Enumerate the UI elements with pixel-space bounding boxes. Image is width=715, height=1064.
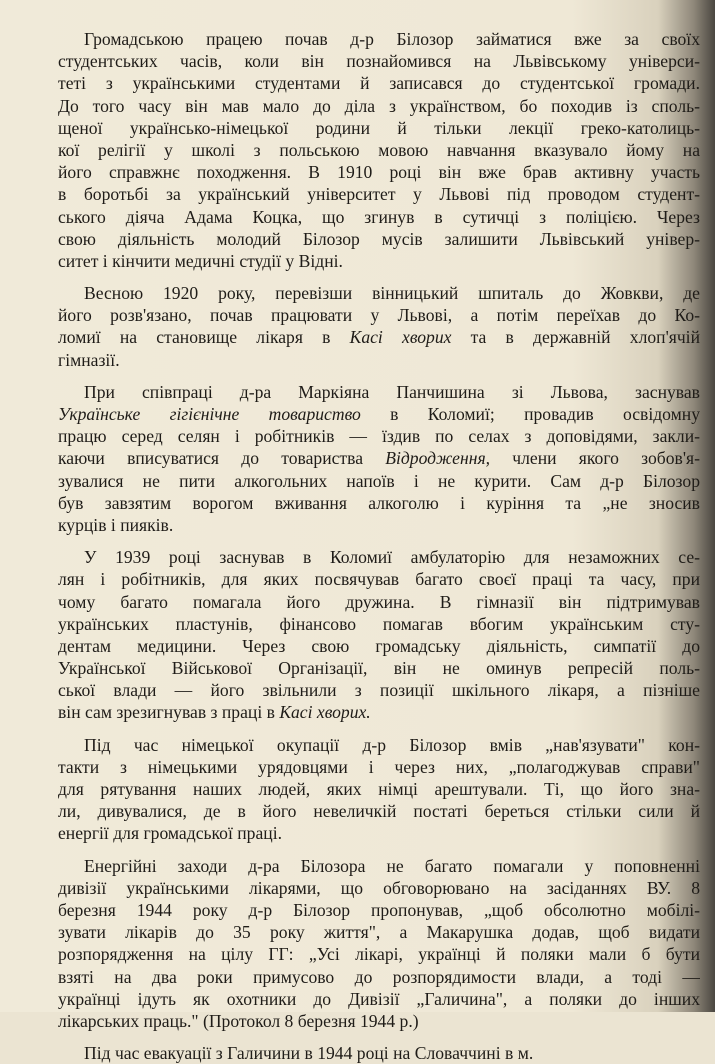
text-line: розпорядження на цілу ГГ: „Усі лікарі, українці й поляки мали б бути	[58, 944, 700, 965]
text-line: До того часу він мав мало до діла з українством, бо походив із споль-	[58, 95, 700, 116]
text-line: щеної українсько-німецької родини й тільки лекції греко-католиць-	[58, 117, 700, 138]
text-line: українці ідуть як охотники до Дивізії „Галичина", а поляки до інших	[58, 988, 700, 1009]
text-line: лікарських праць." (Протокол 8 березня 1944 р.)	[58, 1010, 419, 1031]
text-line: в боротьбі за український університет у Львові під проводом студент-	[58, 184, 700, 205]
text-line: він сам зрезигнував з праці в Касі хворих.	[58, 702, 371, 723]
text-line: каючи вписуватися до товариства Відродження, члени якого зобов'я-	[58, 448, 700, 469]
text-line: для рятування наших людей, яких німці арештували. Ті, що його зна-	[58, 779, 700, 799]
paragraph-gap	[58, 371, 700, 381]
text-line: У 1939 році заснував в Коломиї амбулаторію для незаможних се-	[84, 547, 700, 568]
text-line: ської влади — його звільнили з позиції шкільного лікаря, а пізніше	[58, 680, 700, 701]
paragraph-gap	[58, 724, 700, 734]
text-line: зувалися не пити алкогольних напоїв і не курити. Сам д-р Білозор	[58, 470, 700, 491]
paragraph	[58, 28, 700, 272]
text-line: працю серед селян і робітників — їздив по селах з доповідями, закли-	[58, 426, 700, 447]
text-line: Енергійні заходи д-ра Білозора не багато помагали у поповненні	[84, 855, 700, 876]
text-line: ломиї на становище лікаря в Касі хворих та в державній хлоп'ячій	[58, 327, 700, 348]
text-line: ського діяча Адама Коцка, що згинув в сутичці з поліцією. Через	[58, 206, 700, 227]
text-line: взяті на два роки примусово до розпорядимости влади, а тоді —	[58, 966, 700, 987]
text-line: Громадською працею почав д-р Білозор займатися вже за своїх	[84, 29, 700, 49]
paragraph	[58, 381, 700, 536]
text-line: При співпраці д-ра Маркіяна Панчишина зі Львова, заснував	[84, 381, 700, 402]
paragraph	[58, 1042, 700, 1064]
paragraph-gap	[58, 845, 700, 855]
text-line: дивізії українськими лікарями, що обговорювано на засіданнях ВУ. 8	[58, 877, 700, 898]
text-line: студентських часів, коли він познайомився на Львівському універси-	[58, 51, 700, 72]
text-line: свою діяльність молодий Білозор мусів залишити Львівський універ-	[58, 228, 700, 249]
text-line: був завзятим ворогом вживання алкоголю і куріння та „не зносив	[58, 492, 700, 513]
paragraph-gap	[58, 1032, 700, 1042]
text-line: енергії для громадської праці.	[58, 823, 282, 844]
text-line: Української Військової Організації, він не оминув репресій поль-	[58, 658, 700, 679]
text-line: ситет і кінчити медичні студії у Відні.	[58, 250, 343, 271]
paragraph	[58, 282, 700, 371]
text-line: українських пластунів, фінансово помагав вбогим українським сту-	[58, 613, 700, 634]
text-line: його справжнє походження. В 1910 році він вже брав активну участь	[58, 162, 700, 183]
text-line: ли, дивувалися, де в його невеличкій постаті береться стільки сили й	[58, 801, 700, 822]
paragraph	[58, 734, 700, 845]
text-line: дентам медицини. Через свою громадську діяльність, симпатії до	[58, 635, 700, 656]
text-line: теті з українськими студентами й записався до студентської громади.	[58, 73, 700, 94]
paragraph	[58, 855, 700, 1033]
text-line: кої релігії у школі з польською мовою навчання вказувало йому на	[58, 139, 700, 160]
paragraph-gap	[58, 536, 700, 546]
text-line: курців і пияків.	[58, 514, 174, 535]
text-line: Весною 1920 року, перевізши вінницький шпиталь до Жовкви, де	[84, 283, 700, 304]
text-line: чому багато помагала його дружина. В гімназії він підтримував	[58, 591, 700, 612]
text-line: його розв'язано, почав працювати у Львові, а потім переїхав до Ко-	[58, 305, 700, 326]
text-line: такти з німецькими урядовцями і через них, „полагоджував справи"	[58, 756, 700, 777]
text-line: Українське гігієнічне товариство в Коломиї; провадив освідомну	[58, 404, 700, 424]
text-line: гімназії.	[58, 349, 120, 370]
paragraph-gap	[58, 272, 700, 282]
text-line: Під час німецької окупації д-р Білозор вмів „нав'язувати" кон-	[84, 734, 700, 755]
text-column	[58, 28, 700, 1064]
text-line: Під час евакуації з Галичини в 1944 році на Словаччині в м.	[84, 1043, 534, 1064]
paragraph	[58, 546, 700, 724]
text-line: зувати лікарів до 35 року життя", а Макарушка додав, щоб видати	[58, 922, 700, 943]
text-line: березня 1944 року д-р Білозор пропонував, „щоб обсолютно мобілі-	[58, 899, 700, 920]
text-line: лян і робітників, для яких посвячував багато своєї праці та часу, при	[58, 569, 700, 590]
